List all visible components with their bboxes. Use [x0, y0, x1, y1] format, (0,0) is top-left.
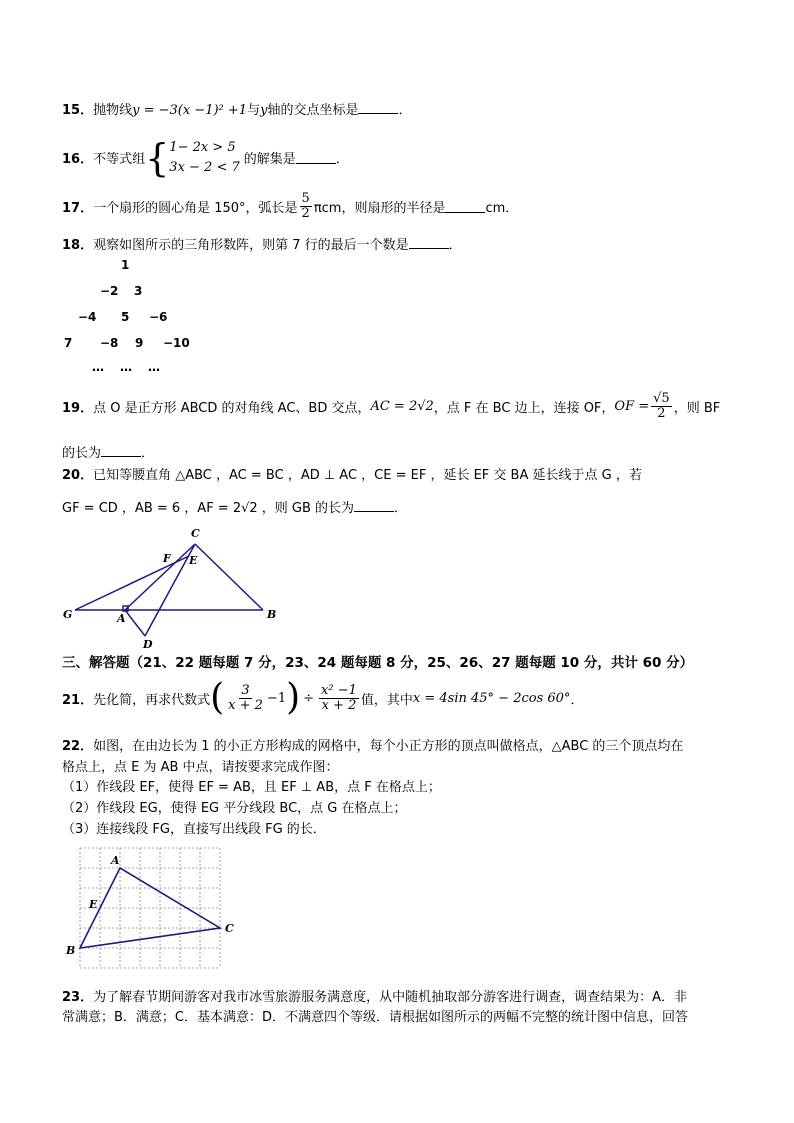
- label-B: B: [66, 944, 76, 957]
- array-number: 1: [121, 258, 130, 272]
- label-C: C: [225, 922, 234, 935]
- question-22: 22．如图，在由边长为 1 的小正方形构成的网格中，每个小正方形的顶点叫做格点，△ABC 的三个顶点均在: [62, 739, 684, 754]
- brace: {: [145, 135, 170, 180]
- answer-blank[interactable]: [409, 236, 449, 249]
- segment-AD: [125, 610, 145, 636]
- question-number: 22．: [62, 739, 94, 754]
- label-C: C: [191, 527, 200, 540]
- question-number: 16．: [62, 152, 94, 167]
- question-number: 23．: [62, 990, 94, 1005]
- question-number: 19．: [62, 400, 94, 416]
- array-number: 9: [135, 336, 144, 350]
- question-number: 17．: [62, 200, 94, 216]
- fraction: $\frac{5}{2}$: [301, 191, 310, 221]
- inequality-system: 1− 2x > 5 3x − 2 < 7: [169, 140, 240, 175]
- label-E: E: [89, 898, 98, 911]
- section-3-heading: 三、解答题（21、22 题每题 7 分，23、24 题每题 8 分，25、26、27 题每题 10 分，共计 60 分）: [62, 655, 694, 671]
- label-G: G: [63, 608, 73, 621]
- segment-GE: [75, 556, 189, 610]
- array-number: −6: [149, 310, 168, 324]
- array-number: 5: [121, 310, 130, 324]
- answer-blank[interactable]: [296, 151, 336, 164]
- answer-blank[interactable]: [354, 499, 394, 512]
- question-19: 19． 点 O 是正方形 ABCD 的对角线 AC、BD 交点， AC = 2√2 ，点 F 在 BC 边上，连接 OF， OF = $\frac{√5}{2}$ ，则 BF: [62, 391, 721, 421]
- label-F: F: [163, 552, 171, 565]
- label-B: B: [267, 608, 277, 621]
- question-22-step3: （3）连接线段 FG，直接写出线段 FG 的长．: [62, 822, 326, 837]
- question-17: 17． 一个扇形的圆心角是 150°，弧长是 $\frac{5}{2}$ πcm，则扇形的半径是 cm．: [62, 191, 519, 221]
- answer-blank[interactable]: [445, 200, 485, 213]
- segment-AC: [125, 544, 195, 610]
- label-A: A: [111, 854, 120, 867]
- formula: y = −3(x −1)² +1: [132, 103, 248, 118]
- fraction: $\frac{\text{x² −1}}{x + 2}$: [321, 682, 357, 713]
- question-number: 21．: [62, 692, 94, 708]
- answer-blank[interactable]: [358, 101, 398, 114]
- label-A: A: [117, 612, 126, 625]
- question-16: 16． 不等式组 { 1− 2x > 5 3x − 2 < 7 的解集是 ．: [62, 135, 349, 180]
- question-number: 18．: [62, 238, 94, 253]
- fraction: $\frac{√5}{2}$: [653, 391, 670, 421]
- array-number: 3: [134, 284, 143, 298]
- array-number: …: [92, 360, 104, 374]
- question-22-line2: 格点上，点 E 为 AB 中点，请按要求完成作图：: [62, 760, 339, 775]
- fraction: $\frac{3}{x + 2}$: [228, 682, 263, 713]
- array-number: 7: [64, 336, 73, 350]
- segment-CB: [195, 544, 263, 610]
- triangle-figure-q20: [55, 522, 285, 652]
- grid: [80, 848, 220, 968]
- question-20: 20．已知等腰直角 △ABC ，AC = BC ，AD ⊥ AC ，CE = EF ，延长 EF 交 BA 延长线于点 G ，若: [62, 468, 642, 483]
- question-20-line2: GF = CD ，AB = 6 ，AF = 2√2 ，则 GB 的长为 ．: [62, 501, 408, 516]
- array-number: −4: [78, 310, 97, 324]
- label-D: D: [143, 638, 153, 651]
- question-23-line2: 常满意；B．满意；C．基本满意：D．不满意四个等级．请根据如图所示的两幅不完整的统计图中信息，回答: [62, 1010, 689, 1025]
- array-number: −8: [100, 336, 119, 350]
- question-number: 15．: [62, 103, 94, 118]
- label-E: E: [189, 554, 198, 567]
- question-18: 18．观察如图所示的三角形数阵，则第 7 行的最后一个数是 ．: [62, 238, 462, 253]
- array-number: −2: [100, 284, 119, 298]
- grid-figure-q22: [62, 842, 242, 974]
- question-19-line2: 的长为 ．: [62, 446, 155, 461]
- array-number: …: [120, 360, 132, 374]
- array-number: −10: [163, 336, 190, 350]
- answer-blank[interactable]: [101, 444, 141, 457]
- question-22-step1: （1）作线段 EF，使得 EF = AB，且 EF ⊥ AB，点 F 在格点上；: [62, 780, 441, 795]
- question-15: 15．抛物线y = −3(x −1)² +1与y轴的交点坐标是 ．: [62, 103, 412, 118]
- array-number: …: [148, 360, 160, 374]
- question-21: 21． 先化简，再求代数式 ( $\frac{3}{x + 2}$ −1 ) ÷ $\frac{\text{x² −1}}{x + 2}$ 值，其中 x = 4sin 45° − 2cos 60° ．: [62, 677, 584, 718]
- question-23: 23．为了解春节期间游客对我市冰雪旅游服务满意度，从中随机抽取部分游客进行调查，调查结果为：A．非: [62, 990, 687, 1005]
- question-22-step2: （2）作线段 EG，使得 EG 平分线段 BC，点 G 在格点上；: [62, 801, 407, 816]
- question-number: 20．: [62, 468, 94, 483]
